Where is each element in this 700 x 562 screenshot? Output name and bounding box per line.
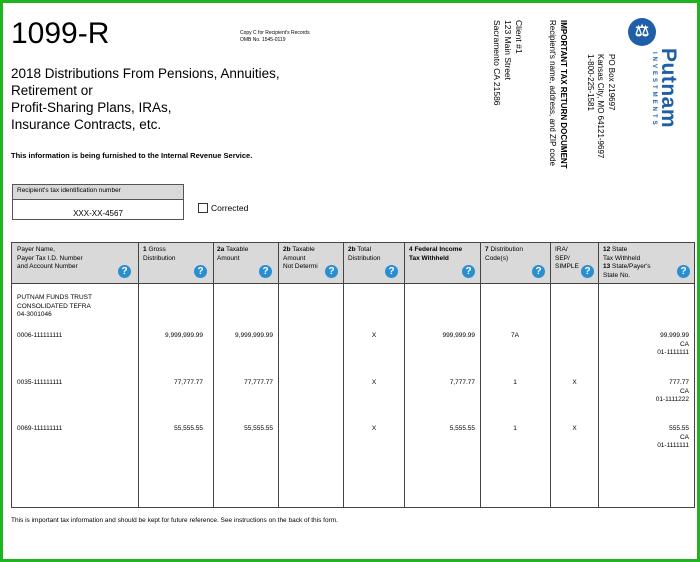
header-payer: Payer Name, Payer Tax I.D. Number and Account Number (17, 246, 83, 270)
payer-address: PO Box 219697 Kansas City, MO 64121-9697 1-800-225-1581 (586, 54, 616, 159)
recipient-tin-value: XXX-XX-4567 (73, 209, 123, 218)
header-total-distribution: 2b Total Distribution (348, 246, 381, 262)
title-line: Profit-Sharing Plans, IRAs, (11, 100, 172, 115)
payer-info: PUTNAM FUNDS TRUST CONSOLIDATED TEFRA 04-3001046 (17, 294, 92, 318)
help-icon[interactable]: ? (385, 265, 398, 278)
help-icon[interactable]: ? (462, 265, 475, 278)
taxable-amount: 55,555.55 (244, 425, 273, 432)
total-distribution: X (371, 379, 377, 386)
logo-subtitle: INVESTMENTS (651, 52, 657, 128)
corrected-checkbox[interactable] (198, 203, 248, 213)
column-divider (343, 243, 344, 507)
checkbox-icon[interactable] (198, 203, 208, 213)
federal-withheld: 999,999.99 (442, 332, 475, 339)
distribution-code: 7A (511, 332, 519, 339)
logo-name: Putnam (657, 48, 680, 129)
column-divider (598, 243, 599, 507)
distribution-code: 1 (513, 379, 517, 386)
state-info: 99,999.99 CA 01-1111111 (657, 332, 689, 356)
header-distribution-code: 7 Distribution Code(s) (485, 246, 523, 262)
total-distribution: X (371, 425, 377, 432)
header-not-determined: 2b Taxable Amount Not Determi (283, 246, 318, 270)
header-taxable: 2a Taxable Amount (217, 246, 249, 262)
column-divider (213, 243, 214, 507)
column-divider (138, 243, 139, 507)
recipient-tin-label: Recipient's tax identification number (13, 185, 183, 200)
help-icon[interactable]: ? (259, 265, 272, 278)
help-icon[interactable]: ? (581, 265, 594, 278)
help-icon[interactable]: ? (677, 265, 690, 278)
column-divider (550, 243, 551, 507)
gross-distribution: 9,999,999.99 (165, 332, 203, 339)
recipient-address: Client #1 123 Main Street Sacramento CA 21586 (492, 20, 524, 106)
form-title (11, 65, 311, 133)
help-icon[interactable]: ? (194, 265, 207, 278)
account-number: 0035-111111111 (17, 379, 63, 386)
federal-withheld: 5,555.55 (449, 425, 475, 432)
header-ira-sep-simple: IRA/ SEP/ SIMPLE (555, 246, 579, 270)
help-icon[interactable]: ? (325, 265, 338, 278)
title-line: Insurance Contracts, etc. (11, 117, 162, 132)
corrected-label: Corrected (211, 203, 249, 213)
ira-sep-simple: X (572, 379, 577, 386)
footer-note: This is important tax information and should be kept for future reference. See instructions on the back of this form. (11, 517, 338, 524)
form-number: 1099-R (11, 17, 110, 50)
help-icon[interactable]: ? (532, 265, 545, 278)
distributions-table (11, 242, 695, 508)
copy-label: Copy C for Recipient's Records OMB No. 1545-0119 (240, 30, 310, 43)
taxable-amount: 9,999,999.99 (235, 332, 273, 339)
putnam-logo-icon: ⚖ (628, 18, 656, 46)
state-info: 555.55 CA 01-1111111 (657, 425, 689, 449)
header-federal-withheld: 4 Federal Income Tax Withheld (409, 246, 463, 262)
gross-distribution: 77,777.77 (174, 379, 203, 386)
irs-notice: This information is being furnished to the Internal Revenue Service. (11, 151, 253, 160)
federal-withheld: 7,777.77 (449, 379, 475, 386)
title-line: Retirement or (11, 83, 93, 98)
account-number: 0006-111111111 (17, 332, 63, 339)
distribution-code: 1 (513, 425, 517, 432)
column-divider (480, 243, 481, 507)
ira-sep-simple: X (572, 425, 577, 432)
title-line: 2018 Distributions From Pensions, Annuities, (11, 66, 280, 81)
column-divider (278, 243, 279, 507)
total-distribution: X (371, 332, 377, 339)
account-number: 0069-111111111 (17, 425, 63, 432)
taxable-amount: 77,777.77 (244, 379, 273, 386)
recipient-tin-box (12, 184, 184, 220)
state-info: 777.77 CA 01-1111222 (655, 379, 689, 403)
important-notice: IMPORTANT TAX RETURN DOCUMENT Recipient's name, address, and ZIP code (548, 20, 568, 169)
column-divider (404, 243, 405, 507)
header-state: 12 State Tax Withheld 13 State/Payer's State No. (603, 246, 651, 279)
gross-distribution: 55,555.55 (174, 425, 203, 432)
header-gross: 1 Gross Distribution (143, 246, 176, 262)
help-icon[interactable]: ? (118, 265, 131, 278)
